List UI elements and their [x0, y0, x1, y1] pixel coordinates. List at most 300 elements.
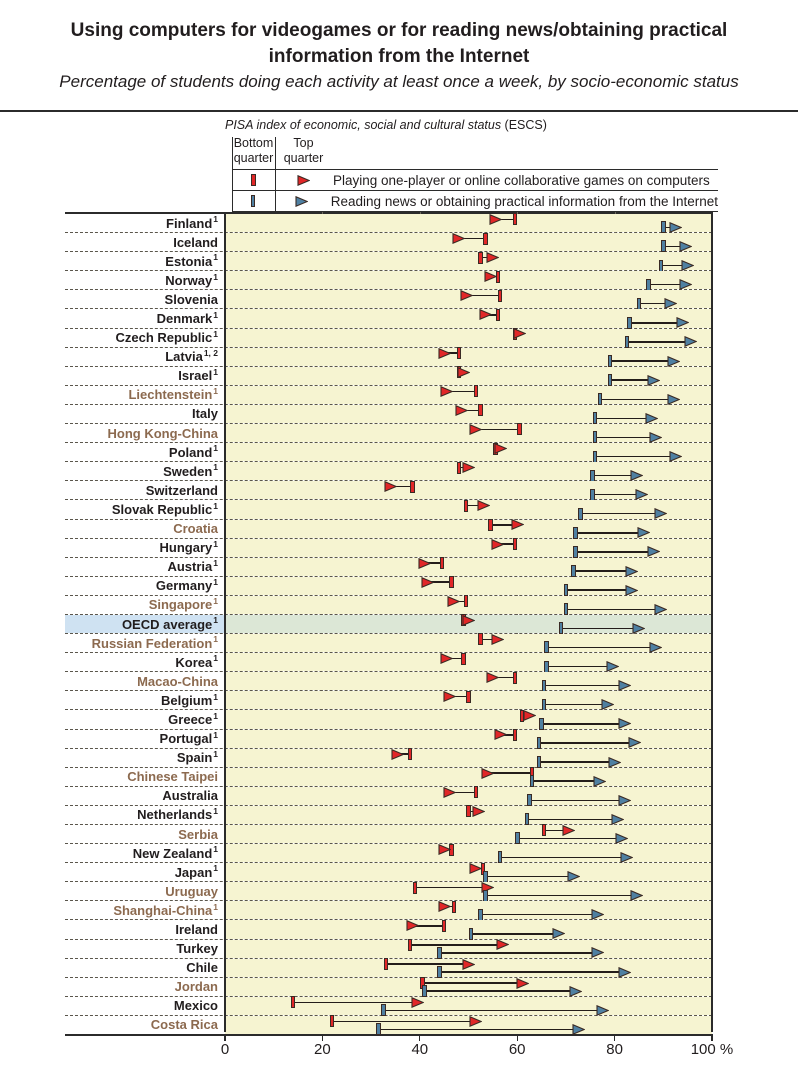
country-label: Costa Rica [150, 1017, 218, 1033]
quarter-range-line [546, 666, 612, 667]
top-quarter-triangle-icon [516, 978, 529, 989]
top-quarter-triangle-icon [494, 729, 507, 740]
top-quarter-triangle-icon [462, 959, 475, 970]
bottom-quarter-bar-icon [544, 661, 549, 673]
country-row [65, 1016, 712, 1034]
quarter-range-line [544, 704, 607, 705]
bottom-quarter-bar-icon [598, 393, 603, 405]
top-quarter-triangle-icon [562, 825, 575, 836]
top-quarter-triangle-icon [669, 451, 682, 462]
quarter-range-line [595, 456, 675, 457]
plot-cell [225, 539, 712, 557]
bottom-quarter-bar-icon [659, 260, 664, 272]
top-quarter-triangle-icon [418, 558, 431, 569]
country-label: Ireland [175, 922, 218, 938]
bottom-quarter-bar-icon [661, 221, 666, 233]
country-label: Switzerland [145, 482, 218, 498]
bottom-quarter-bar-icon [330, 1015, 335, 1027]
top-quarter-triangle-icon [645, 413, 658, 424]
bottom-quarter-bar-icon [578, 508, 583, 520]
bottom-quarter-bar-icon [542, 824, 547, 836]
legend-row-games [232, 170, 718, 191]
bottom-quarter-bar-icon [478, 252, 483, 264]
plot-cell [225, 443, 712, 461]
country-row [65, 997, 712, 1016]
country-row [65, 634, 712, 653]
top-quarter-triangle-icon [477, 500, 490, 511]
country-label: Iceland [173, 234, 218, 250]
top-quarter-triangle-icon [615, 833, 628, 844]
country-label: Hungary$^1$ [159, 538, 218, 556]
top-quarter-triangle-icon [391, 749, 404, 760]
top-quarter-triangle-icon [438, 844, 451, 855]
country-row [65, 405, 712, 424]
top-quarter-triangle-icon [591, 947, 604, 958]
quarter-range-line [439, 952, 597, 953]
country-label: Slovenia [164, 291, 218, 307]
top-quarter-triangle-icon [469, 1016, 482, 1027]
country-label: OECD average$^1$ [65, 615, 225, 633]
bottom-quarter-bar-icon [478, 404, 483, 416]
top-quarter-triangle-icon [411, 997, 424, 1008]
country-row [65, 443, 712, 462]
quarter-range-line [539, 742, 634, 743]
quarter-range-line [576, 551, 654, 552]
plot-cell [225, 863, 712, 881]
quarter-range-line [332, 1021, 476, 1022]
bottom-quarter-bar-icon [483, 233, 488, 245]
escs-index-label [225, 118, 547, 132]
country-row [65, 596, 712, 615]
legend-table [232, 136, 718, 212]
country-row [65, 539, 712, 558]
bottom-quarter-bar-icon [410, 481, 415, 493]
top-quarter-triangle-icon [472, 806, 485, 817]
top-quarter-triangle-icon [447, 596, 460, 607]
top-quarter-triangle-icon [440, 386, 453, 397]
plot-cell [225, 348, 712, 366]
country-label: Korea$^1$ [175, 653, 218, 670]
country-row [65, 920, 712, 939]
bottom-quarter-bar-icon [537, 756, 542, 768]
country-row [65, 233, 712, 252]
country-row [65, 309, 712, 328]
top-quarter-triangle-icon [452, 233, 465, 244]
plot-cell [225, 882, 712, 900]
country-row [65, 901, 712, 920]
bottom-quarter-bar-icon [408, 748, 413, 760]
quarter-range-line [573, 570, 631, 571]
bottom-quarter-bar-icon [571, 565, 576, 577]
country-row [65, 653, 712, 672]
country-label: Hong Kong-China [107, 425, 218, 441]
bottom-quarter-bar-icon [466, 691, 471, 703]
bottom-quarter-bar-icon [483, 871, 488, 883]
plot-cell [225, 367, 712, 385]
top-quarter-triangle-icon [462, 462, 475, 473]
top-quarter-triangle-icon [618, 795, 631, 806]
plot-cell [225, 997, 712, 1015]
top-quarter-triangle-icon [491, 539, 504, 550]
top-quarter-triangle-icon [462, 615, 475, 626]
country-row [65, 214, 712, 233]
bottom-quarter-bar-icon [478, 633, 483, 645]
page-title [0, 18, 798, 69]
plot-cell [225, 596, 712, 614]
plot-cell [225, 462, 712, 480]
country-row [65, 481, 712, 500]
top-quarter-triangle-icon [469, 424, 482, 435]
bottom-quarter-bar-icon [449, 576, 454, 588]
country-label: Czech Republic$^1$ [115, 328, 218, 346]
bottom-quarter-bar-icon [488, 519, 493, 531]
quarter-range-line [422, 982, 522, 983]
bottom-quarter-bar-icon [513, 538, 518, 550]
top-quarter-triangle-icon [489, 214, 502, 225]
top-quarter-triangle-icon [664, 298, 677, 309]
plot-cell [225, 558, 712, 576]
plot-cell [225, 768, 712, 786]
country-row [65, 806, 712, 825]
quarter-range-line [595, 437, 656, 438]
plot-cell [225, 271, 712, 289]
top-quarter-triangle-icon [618, 967, 631, 978]
bottom-quarter-bar-icon [376, 1023, 381, 1035]
plot-cell [225, 329, 712, 347]
page-title-line1: Using computers for videogames or for reading news/obtaining practical [70, 20, 728, 41]
top-quarter-triangle-icon [649, 432, 662, 443]
plot-cell [225, 290, 712, 308]
country-label: Chinese Taipei [127, 769, 218, 785]
top-quarter-triangle-icon [679, 279, 692, 290]
plot-cell [225, 577, 712, 595]
country-label: Croatia [173, 521, 218, 537]
top-quarter-triangle-icon [676, 317, 689, 328]
country-label: Shanghai-China$^1$ [113, 901, 218, 918]
quarter-range-line [629, 322, 683, 323]
axis-tick-20 [322, 1034, 323, 1041]
bottom-quarter-bar-icon [498, 290, 503, 302]
top-quarter-triangle-icon [611, 814, 624, 825]
plot-cell [225, 901, 712, 919]
bottom-quarter-bar-icon [464, 595, 469, 607]
page-subtitle: Percentage of students doing each activity at least once a week, by socio-economic status [59, 72, 739, 91]
country-label: Australia [162, 788, 218, 804]
top-quarter-triangle-icon [679, 241, 692, 252]
country-label: Poland$^1$ [168, 443, 218, 460]
quarter-range-line [415, 887, 488, 888]
bottom-quarter-bar-icon [496, 309, 501, 321]
top-quarter-triangle-icon [513, 328, 526, 339]
bottom-quarter-bar-icon [539, 718, 544, 730]
bottom-quarter-bar-icon [544, 641, 549, 653]
quarter-range-line [627, 341, 690, 342]
top-quarter-triangle-icon [625, 585, 638, 596]
top-quarter-triangle-icon [669, 222, 682, 233]
top-quarter-triangle-icon [455, 405, 468, 416]
quarter-range-line [529, 800, 624, 801]
page-title-line2: information from the Internet [268, 45, 530, 67]
top-quarter-triangle-icon [457, 367, 470, 378]
bottom-quarter-bar-icon [627, 317, 632, 329]
legend-label-news: Reading news or obtaining practical information from the Internet [330, 193, 718, 209]
bottom-quarter-bar-icon [466, 805, 471, 817]
top-quarter-triangle-icon [491, 634, 504, 645]
plot-cell [225, 978, 712, 996]
country-row [65, 271, 712, 290]
country-row [65, 882, 712, 901]
bottom-quarter-bar-icon [593, 412, 598, 424]
plot-cell [225, 252, 712, 270]
bottom-quarter-bar-icon [413, 882, 418, 894]
top-quarter-triangle-icon [647, 546, 660, 557]
top-quarter-triangle-icon [630, 470, 643, 481]
country-label: Serbia [178, 826, 218, 842]
country-label: Belgium$^1$ [160, 691, 218, 708]
bottom-quarter-bar-icon [559, 622, 564, 634]
plot-cell [225, 653, 712, 671]
plot-cell [225, 424, 712, 442]
bottom-quarter-bar-icon [457, 347, 462, 359]
quarter-range-line [527, 819, 617, 820]
quarter-range-line [544, 685, 624, 686]
bottom-quarter-bar-icon [452, 901, 457, 913]
plot-cell [225, 825, 712, 843]
country-label: Estonia$^1$ [165, 252, 218, 269]
bottom-quarter-bar-icon [646, 279, 651, 291]
top-quarter-triangle-icon [481, 768, 494, 779]
top-quarter-triangle-icon [681, 260, 694, 271]
country-row [65, 462, 712, 481]
top-quarter-triangle-icon [667, 394, 680, 405]
quarter-range-line [500, 857, 627, 858]
quarter-range-line [476, 429, 520, 430]
top-quarter-triangle-icon [567, 871, 580, 882]
top-quarter-triangle-icon [628, 737, 641, 748]
top-quarter-triangle-icon [569, 986, 582, 997]
country-row [65, 367, 712, 386]
top-quarter-triangle-icon [620, 852, 633, 863]
plot-cell [225, 1016, 712, 1034]
top-quarter-triangle-icon [637, 527, 650, 538]
bottom-quarter-bar-icon [478, 909, 483, 921]
plot-cell [225, 405, 712, 423]
bottom-quarter-bar-icon [527, 794, 532, 806]
country-label: New Zealand$^1$ [132, 844, 218, 861]
country-row [65, 959, 712, 978]
country-row [65, 500, 712, 519]
top-quarter-triangle-icon [625, 566, 638, 577]
country-row [65, 730, 712, 749]
plot-cell [225, 959, 712, 977]
plot-cell [225, 710, 712, 728]
axis-tick-label-40: 40 [411, 1041, 429, 1058]
country-label: Austria$^1$ [167, 557, 218, 575]
bottom-quarter-bar-icon [661, 240, 666, 252]
top-quarter-triangle-icon [460, 290, 473, 301]
axis-tick-label-60: 60 [508, 1041, 526, 1058]
top-quarter-triangle-icon [486, 252, 499, 263]
escs-index-label-text: PISA index of economic, social and cultural status [225, 118, 502, 132]
quarter-range-line [595, 418, 651, 419]
country-row [65, 252, 712, 271]
bottom-quarter-bar-icon [469, 928, 474, 940]
country-label: Finland$^1$ [166, 214, 218, 231]
quarter-range-line [410, 944, 503, 945]
quarter-range-line [600, 399, 673, 400]
plot-cell [225, 214, 712, 232]
bottom-quarter-bar-icon [498, 851, 503, 863]
quarter-range-line [386, 963, 469, 964]
bottom-quarter-bar-icon [442, 920, 447, 932]
country-label: Norway$^1$ [165, 271, 218, 288]
quarter-range-line [383, 1010, 602, 1011]
plot-cell [225, 615, 712, 633]
top-quarter-triangle-icon [618, 680, 631, 691]
country-row [65, 844, 712, 863]
quarter-range-line [561, 628, 639, 629]
top-quarter-triangle-icon [572, 1024, 585, 1035]
country-label: Russian Federation$^1$ [91, 634, 218, 651]
quarter-range-line [532, 780, 600, 781]
country-row [65, 577, 712, 596]
quarter-range-line [439, 971, 624, 972]
plot-cell [225, 920, 712, 938]
games-bottom-quarter-bar-icon [251, 174, 256, 186]
country-row [65, 672, 712, 691]
plot-cell [225, 386, 712, 404]
top-quarter-triangle-icon [484, 271, 497, 282]
top-quarter-triangle-icon [469, 863, 482, 874]
top-quarter-triangle-icon [608, 757, 621, 768]
bottom-quarter-bar-icon [437, 947, 442, 959]
quarter-range-line [542, 723, 625, 724]
country-label: Slovak Republic$^1$ [111, 500, 218, 517]
country-row [65, 386, 712, 405]
top-quarter-triangle-icon [630, 890, 643, 901]
plot-cell [225, 844, 712, 862]
escs-index-label-suffix: (ESCS) [501, 118, 547, 132]
legend-header-row [232, 136, 718, 170]
country-label: Israel$^1$ [178, 366, 218, 384]
country-label: Mexico [173, 998, 218, 1014]
country-label: Germany$^1$ [155, 577, 218, 594]
title-rule [0, 110, 798, 112]
top-quarter-triangle-icon [649, 642, 662, 653]
bottom-quarter-bar-icon [593, 451, 598, 463]
bottom-quarter-bar-icon [457, 462, 462, 474]
country-label: Jordan [174, 979, 218, 995]
country-label: Uruguay [165, 883, 218, 899]
quarter-range-line [610, 360, 673, 361]
top-quarter-triangle-icon [632, 623, 645, 634]
country-label: Italy [191, 406, 218, 422]
bottom-quarter-bar-icon [537, 737, 542, 749]
quarter-range-line [481, 914, 598, 915]
top-quarter-triangle-icon [635, 489, 648, 500]
plot-cell [225, 749, 712, 767]
quarter-range-line [546, 647, 656, 648]
top-quarter-triangle-icon [667, 356, 680, 367]
bottom-quarter-bar-icon [381, 1004, 386, 1016]
quarter-range-line [566, 609, 661, 610]
country-row [65, 558, 712, 577]
country-label: Sweden$^1$ [163, 462, 218, 479]
axis-tick-0 [224, 1034, 225, 1041]
plot-cell [225, 806, 712, 824]
top-quarter-triangle-icon [684, 336, 697, 347]
top-quarter-triangle-icon [511, 519, 524, 530]
bottom-quarter-bar-icon [590, 489, 595, 501]
top-quarter-triangle-icon [486, 672, 499, 683]
country-label: Portugal$^1$ [159, 729, 218, 747]
legend-label-games: Playing one-player or online collaborative games on computers [333, 172, 710, 188]
bottom-quarter-bar-icon [608, 374, 613, 386]
bottom-quarter-bar-icon [513, 213, 518, 225]
bottom-quarter-bar-icon [461, 653, 466, 665]
plot-cell [225, 634, 712, 652]
chart-rows [65, 212, 712, 1036]
top-quarter-triangle-icon [606, 661, 619, 672]
news-top-quarter-triangle-icon [295, 196, 308, 207]
bottom-quarter-bar-icon [573, 546, 578, 558]
axis-tick-80 [614, 1034, 615, 1041]
bottom-quarter-bar-icon [474, 786, 479, 798]
bottom-quarter-bar-icon [422, 985, 427, 997]
country-row [65, 424, 712, 443]
plot-cell [225, 520, 712, 538]
country-row [65, 863, 712, 882]
plot-cell [225, 787, 712, 805]
country-row [65, 768, 712, 787]
quarter-range-line [517, 838, 622, 839]
axis-tick-label-20: 20 [314, 1041, 331, 1058]
top-quarter-triangle-icon [421, 577, 434, 588]
country-label: Singapore$^1$ [148, 596, 218, 613]
bottom-quarter-bar-icon [384, 958, 389, 970]
top-quarter-triangle-icon [443, 787, 456, 798]
country-label: Spain$^1$ [176, 748, 218, 766]
country-row [65, 825, 712, 844]
quarter-range-line [486, 876, 574, 877]
bottom-quarter-bar-icon [530, 775, 535, 787]
country-label: Latvia$^{1, 2}$ [165, 347, 218, 365]
axis-tick-label-0: 0 [220, 1041, 230, 1058]
top-quarter-triangle-icon [496, 939, 509, 950]
country-label: Netherlands$^1$ [137, 806, 218, 823]
top-quarter-triangle-icon [406, 920, 419, 931]
top-quarter-triangle-icon [591, 909, 604, 920]
legend-header-bottom-quarter: Bottom quarter [233, 136, 274, 165]
news-bottom-quarter-bar-icon [251, 195, 256, 207]
bottom-quarter-bar-icon [564, 584, 569, 596]
quarter-range-line [293, 1002, 417, 1003]
bottom-quarter-bar-icon [517, 423, 522, 435]
country-label: Turkey [176, 941, 218, 957]
bottom-quarter-bar-icon [474, 385, 479, 397]
top-quarter-triangle-icon [601, 699, 614, 710]
bottom-quarter-bar-icon [513, 672, 518, 684]
country-row [65, 940, 712, 959]
bottom-quarter-bar-icon [408, 939, 413, 951]
quarter-range-line [471, 933, 559, 934]
quarter-range-line [488, 772, 532, 773]
games-top-quarter-triangle-icon [297, 175, 310, 186]
country-row [65, 329, 712, 348]
top-quarter-triangle-icon [654, 604, 667, 615]
bottom-quarter-bar-icon [525, 813, 530, 825]
bottom-quarter-bar-icon [637, 298, 642, 310]
